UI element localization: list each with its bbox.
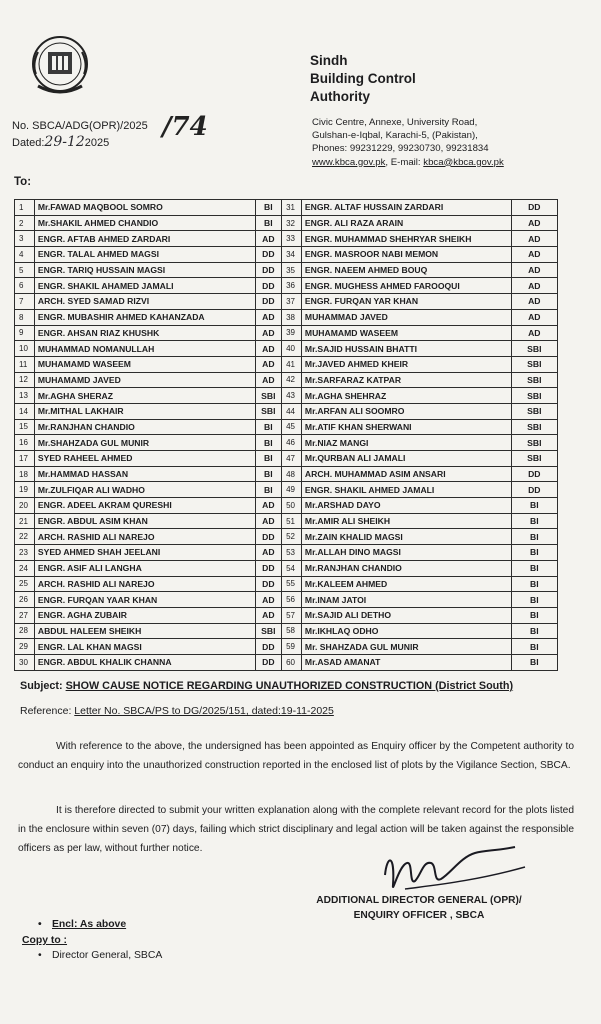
officer-name: ENGR. AFTAB AHMED ZARDARI	[34, 231, 255, 247]
serial-number-handwritten: /74	[162, 112, 208, 142]
officer-designation: SBI	[511, 388, 557, 404]
date-year: 2025	[84, 137, 110, 149]
officer-number: 44	[282, 403, 302, 419]
officer-number: 41	[282, 356, 302, 372]
officer-number: 55	[282, 576, 302, 592]
officer-name: Mr.SARFARAZ KATPAR	[301, 372, 511, 388]
officer-number: 13	[15, 388, 35, 404]
officer-name: ENGR. ALI RAZA ARAIN	[301, 215, 511, 231]
enclosure-line	[38, 919, 126, 930]
officer-designation: BI	[255, 466, 281, 482]
officer-number: 20	[15, 498, 35, 514]
copy-to-label: Copy to :	[22, 935, 68, 946]
officer-number: 6	[15, 278, 35, 294]
officer-name: ENGR. SHAKIL AHMED JAMALI	[301, 482, 511, 498]
officer-designation: AD	[511, 278, 557, 294]
reference-number	[12, 120, 148, 132]
officer-number: 43	[282, 388, 302, 404]
table-row	[15, 403, 558, 419]
table-row	[15, 294, 558, 310]
org-line-1: Sindh	[310, 53, 348, 68]
officer-designation: DD	[255, 294, 281, 310]
officer-name: Mr.SHAHZADA GUL MUNIR	[34, 435, 255, 451]
officer-designation: SBI	[255, 403, 281, 419]
officer-designation: DD	[255, 560, 281, 576]
address-block	[312, 116, 504, 169]
officer-number: 28	[15, 623, 35, 639]
officer-designation: BI	[511, 529, 557, 545]
officer-name: Mr.AGHA SHEHRAZ	[301, 388, 511, 404]
officer-number: 42	[282, 372, 302, 388]
officer-name: ENGR. MUGHESS AHMED FAROOQUI	[301, 278, 511, 294]
officer-number: 45	[282, 419, 302, 435]
officer-number: 30	[15, 654, 35, 670]
officer-designation: AD	[255, 231, 281, 247]
officer-number: 24	[15, 560, 35, 576]
organization-name	[310, 52, 416, 106]
officer-number: 16	[15, 435, 35, 451]
officer-number: 51	[282, 513, 302, 529]
reference-text: Letter No. SBCA/PS to DG/2025/151, dated:19-11-2025	[74, 705, 334, 717]
officer-designation: AD	[255, 592, 281, 608]
signatory-line-1: ADDITIONAL DIRECTOR GENERAL (OPR)/	[316, 895, 522, 906]
officer-number: 15	[15, 419, 35, 435]
table-row	[15, 513, 558, 529]
org-line-3: Authority	[310, 89, 370, 104]
officer-name: ENGR. ADEEL AKRAM QURESHI	[34, 498, 255, 514]
officer-number: 50	[282, 498, 302, 514]
dated-label: Dated:	[12, 137, 45, 149]
table-row	[15, 607, 558, 623]
officer-number: 29	[15, 639, 35, 655]
officer-name: Mr.HAMMAD HASSAN	[34, 466, 255, 482]
officer-designation: SBI	[511, 356, 557, 372]
officer-number: 36	[282, 278, 302, 294]
reference-label: Reference:	[20, 705, 75, 717]
officer-name: Mr.SAJID ALI DETHO	[301, 607, 511, 623]
officer-name: Mr.ALLAH DINO MAGSI	[301, 545, 511, 561]
officer-designation: BI	[255, 200, 281, 216]
officer-designation: AD	[255, 513, 281, 529]
table-row	[15, 388, 558, 404]
officer-number: 60	[282, 654, 302, 670]
officer-designation: BI	[255, 419, 281, 435]
officer-name: MUHAMAMD JAVED	[34, 372, 255, 388]
officer-designation: AD	[511, 294, 557, 310]
officer-designation: DD	[255, 654, 281, 670]
address-line-1: Civic Centre, Annexe, University Road,	[312, 117, 478, 128]
table-row	[15, 372, 558, 388]
subject-text: SHOW CAUSE NOTICE REGARDING UNAUTHORIZED CONSTRUCTION (District South)	[65, 680, 514, 692]
officer-name: MUHAMAMD WASEEM	[34, 356, 255, 372]
officer-designation: SBI	[255, 388, 281, 404]
officer-designation: SBI	[511, 341, 557, 357]
officer-designation: BI	[511, 607, 557, 623]
officer-name: Mr.FAWAD MAQBOOL SOMRO	[34, 200, 255, 216]
table-row	[15, 576, 558, 592]
officer-number: 4	[15, 247, 35, 263]
officer-number: 18	[15, 466, 35, 482]
subject-line	[20, 680, 513, 692]
officer-name: Mr.ARFAN ALI SOOMRO	[301, 403, 511, 419]
officer-designation: BI	[511, 592, 557, 608]
officer-number: 21	[15, 513, 35, 529]
officer-designation: AD	[255, 325, 281, 341]
officer-designation: SBI	[511, 403, 557, 419]
officer-number: 53	[282, 545, 302, 561]
table-row	[15, 639, 558, 655]
table-row	[15, 654, 558, 670]
copy-to-text: Director General, SBCA	[52, 950, 163, 961]
officer-name: Mr.ATIF KHAN SHERWANI	[301, 419, 511, 435]
table-row	[15, 419, 558, 435]
copy-to-item	[38, 950, 162, 961]
officer-name: ENGR. MUBASHIR AHMED KAHANZADA	[34, 309, 255, 325]
officer-designation: BI	[255, 435, 281, 451]
table-row	[15, 482, 558, 498]
officer-name: Mr. SHAHZADA GUL MUNIR	[301, 639, 511, 655]
officer-number: 40	[282, 341, 302, 357]
officer-number: 54	[282, 560, 302, 576]
officer-number: 14	[15, 403, 35, 419]
officers-table	[14, 199, 558, 671]
officer-designation: AD	[255, 545, 281, 561]
officer-designation: AD	[255, 498, 281, 514]
officer-designation: BI	[511, 639, 557, 655]
date-line	[12, 134, 109, 150]
officer-number: 17	[15, 451, 35, 467]
officer-name: ENGR. AGHA ZUBAIR	[34, 607, 255, 623]
officer-designation: AD	[511, 309, 557, 325]
officer-number: 27	[15, 607, 35, 623]
officer-designation: AD	[511, 215, 557, 231]
subject-label: Subject:	[20, 680, 66, 692]
officer-name: Mr.ARSHAD DAYO	[301, 498, 511, 514]
address-line-3: Phones: 99231229, 99230730, 99231834	[312, 143, 489, 155]
officer-name: ENGR. SHAKIL AHAMED JAMALI	[34, 278, 255, 294]
officer-name: ENGR. TARIQ HUSSAIN MAGSI	[34, 262, 255, 278]
officer-designation: DD	[255, 262, 281, 278]
officer-designation: BI	[511, 560, 557, 576]
officer-name: ENGR. LAL KHAN MAGSI	[34, 639, 255, 655]
officer-designation: BI	[511, 623, 557, 639]
officer-number: 26	[15, 592, 35, 608]
bullet-icon: •	[38, 950, 42, 961]
officer-name: ARCH. RASHID ALI NAREJO	[34, 576, 255, 592]
officer-designation: DD	[255, 576, 281, 592]
officer-number: 11	[15, 356, 35, 372]
table-row	[15, 215, 558, 231]
table-row	[15, 278, 558, 294]
org-line-2: Building Control	[310, 71, 416, 86]
officer-name: Mr.NIAZ MANGI	[301, 435, 511, 451]
officer-name: ENGR. TALAL AHMED MAGSI	[34, 247, 255, 263]
officer-designation: BI	[255, 215, 281, 231]
officer-name: Mr.MITHAL LAKHAIR	[34, 403, 255, 419]
officer-designation: DD	[255, 639, 281, 655]
officer-name: Mr.JAVED AHMED KHEIR	[301, 356, 511, 372]
table-row	[15, 529, 558, 545]
officer-designation: SBI	[511, 435, 557, 451]
officer-name: ENGR. FURQAN YAR KHAN	[301, 294, 511, 310]
to-label: To:	[14, 176, 32, 188]
officer-name: Mr.QURBAN ALI JAMALI	[301, 451, 511, 467]
table-row	[15, 341, 558, 357]
officer-name: Mr.SAJID HUSSAIN BHATTI	[301, 341, 511, 357]
address-line-2: Gulshan-e-Iqbal, Karachi-5, (Pakistan),	[312, 130, 478, 142]
officer-name: ARCH. SYED SAMAD RIZVI	[34, 294, 255, 310]
officer-number: 3	[15, 231, 35, 247]
officer-name: Mr.ZULFIQAR ALI WADHO	[34, 482, 255, 498]
officer-name: ENGR. ASIF ALI LANGHA	[34, 560, 255, 576]
table-row	[15, 451, 558, 467]
officer-name: Mr.ZAIN KHALID MAGSI	[301, 529, 511, 545]
officer-designation: BI	[511, 654, 557, 670]
table-row	[15, 435, 558, 451]
officer-name: ARCH. RASHID ALI NAREJO	[34, 529, 255, 545]
officer-number: 8	[15, 309, 35, 325]
sbca-seal-logo	[28, 34, 92, 98]
ref-no-text: No. SBCA/ADG(OPR)/2025	[12, 120, 148, 132]
officer-number: 25	[15, 576, 35, 592]
officer-number: 32	[282, 215, 302, 231]
officer-name: ENGR. AHSAN RIAZ KHUSHK	[34, 325, 255, 341]
officer-name: Mr.SHAKIL AHMED CHANDIO	[34, 215, 255, 231]
officer-number: 23	[15, 545, 35, 561]
officer-number: 19	[15, 482, 35, 498]
officer-name: MUHAMAMD WASEEM	[301, 325, 511, 341]
officer-number: 46	[282, 435, 302, 451]
officer-designation: AD	[255, 607, 281, 623]
date-handwritten: 29-12	[44, 134, 85, 150]
table-row	[15, 247, 558, 263]
officer-designation: BI	[511, 513, 557, 529]
officer-number: 56	[282, 592, 302, 608]
officer-name: ENGR. MASROOR NABI MEMON	[301, 247, 511, 263]
body-paragraph-1: With reference to the above, the undersigned has been appointed as Enquiry officer by the Competent authority to conduct an enquiry into the unauthorized construction reported in the enclosed list of plots by the Vigilance Section, SBCA.	[18, 741, 574, 771]
officer-name: Mr.INAM JATOI	[301, 592, 511, 608]
officer-name: Mr.AMIR ALI SHEIKH	[301, 513, 511, 529]
table-row	[15, 592, 558, 608]
officer-number: 52	[282, 529, 302, 545]
officer-name: Mr.AGHA SHERAZ	[34, 388, 255, 404]
officer-number: 10	[15, 341, 35, 357]
officer-name: SYED RAHEEL AHMED	[34, 451, 255, 467]
officer-number: 22	[15, 529, 35, 545]
enclosure-text: Encl: As above	[52, 919, 127, 930]
officer-name: ABDUL HALEEM SHEIKH	[34, 623, 255, 639]
officer-number: 5	[15, 262, 35, 278]
officer-number: 37	[282, 294, 302, 310]
officer-name: ENGR. ALTAF HUSSAIN ZARDARI	[301, 200, 511, 216]
table-row	[15, 231, 558, 247]
table-row	[15, 623, 558, 639]
table-row	[15, 262, 558, 278]
officer-name: ENGR. ABDUL KHALIK CHANNA	[34, 654, 255, 670]
officer-designation: BI	[511, 576, 557, 592]
reference-line	[20, 705, 334, 717]
signatory-designation	[284, 893, 554, 923]
officer-designation: BI	[511, 545, 557, 561]
officer-designation: AD	[511, 262, 557, 278]
officer-name: Mr.KALEEM AHMED	[301, 576, 511, 592]
officer-name: ENGR. ABDUL ASIM KHAN	[34, 513, 255, 529]
officer-name: SYED AHMED SHAH JEELANI	[34, 545, 255, 561]
officer-designation: AD	[255, 372, 281, 388]
bullet-icon: •	[38, 919, 42, 930]
officer-name: ARCH. MUHAMMAD ASIM ANSARI	[301, 466, 511, 482]
officer-number: 12	[15, 372, 35, 388]
officer-number: 38	[282, 309, 302, 325]
officer-designation: AD	[511, 325, 557, 341]
officer-number: 49	[282, 482, 302, 498]
officers-table-body	[15, 200, 558, 671]
body-paragraph-2: It is therefore directed to submit your written explanation along with the complete relevant record for the plots listed in the enclosure within seven (07) days, failing which strict disciplinary and legal action will be taken against the responsible officers as per law, without further notice.	[18, 805, 574, 854]
officer-number: 9	[15, 325, 35, 341]
officer-name: Mr.RANJHAN CHANDIO	[34, 419, 255, 435]
officer-designation: AD	[255, 356, 281, 372]
table-row	[15, 200, 558, 216]
table-row	[15, 498, 558, 514]
officer-number: 39	[282, 325, 302, 341]
signatory-line-2: ENQUIRY OFFICER , SBCA	[353, 910, 485, 921]
officer-designation: AD	[511, 247, 557, 263]
officer-designation: AD	[255, 341, 281, 357]
officer-designation: DD	[255, 247, 281, 263]
officer-designation: SBI	[511, 419, 557, 435]
officer-number: 35	[282, 262, 302, 278]
table-row	[15, 545, 558, 561]
officer-name: Mr.IKHLAQ ODHO	[301, 623, 511, 639]
table-row	[15, 560, 558, 576]
officer-designation: DD	[255, 278, 281, 294]
email-label: , E-mail:	[385, 156, 424, 168]
officer-name: MUHAMMAD JAVED	[301, 309, 511, 325]
officer-designation: DD	[255, 529, 281, 545]
email-link[interactable]: kbca@kbca.gov.pk	[423, 156, 504, 168]
officer-name: MUHAMMAD NOMANULLAH	[34, 341, 255, 357]
officer-number: 48	[282, 466, 302, 482]
officer-name: ENGR. NAEEM AHMED BOUQ	[301, 262, 511, 278]
officer-designation: DD	[511, 482, 557, 498]
officer-designation: AD	[511, 231, 557, 247]
officer-name: ENGR. FURQAN YAAR KHAN	[34, 592, 255, 608]
officer-designation: BI	[511, 498, 557, 514]
officer-designation: SBI	[511, 372, 557, 388]
officer-number: 2	[15, 215, 35, 231]
officer-name: Mr.RANJHAN CHANDIO	[301, 560, 511, 576]
table-row	[15, 356, 558, 372]
officer-designation: BI	[255, 451, 281, 467]
officer-number: 47	[282, 451, 302, 467]
serial-number: 74	[171, 112, 208, 142]
officer-designation: SBI	[255, 623, 281, 639]
officer-number: 57	[282, 607, 302, 623]
officer-designation: DD	[511, 466, 557, 482]
officer-name: ENGR. MUHAMMAD SHEHRYAR SHEIKH	[301, 231, 511, 247]
officer-number: 31	[282, 200, 302, 216]
officer-number: 58	[282, 623, 302, 639]
table-row	[15, 466, 558, 482]
officer-number: 33	[282, 231, 302, 247]
officer-number: 34	[282, 247, 302, 263]
table-row	[15, 309, 558, 325]
officer-name: Mr.ASAD AMANAT	[301, 654, 511, 670]
website-link[interactable]: www.kbca.gov.pk	[312, 156, 386, 168]
officer-number: 1	[15, 200, 35, 216]
officer-designation: SBI	[511, 451, 557, 467]
officer-designation: DD	[511, 200, 557, 216]
officer-number: 7	[15, 294, 35, 310]
table-row	[15, 325, 558, 341]
officer-number: 59	[282, 639, 302, 655]
officer-designation: BI	[255, 482, 281, 498]
officer-designation: AD	[255, 309, 281, 325]
